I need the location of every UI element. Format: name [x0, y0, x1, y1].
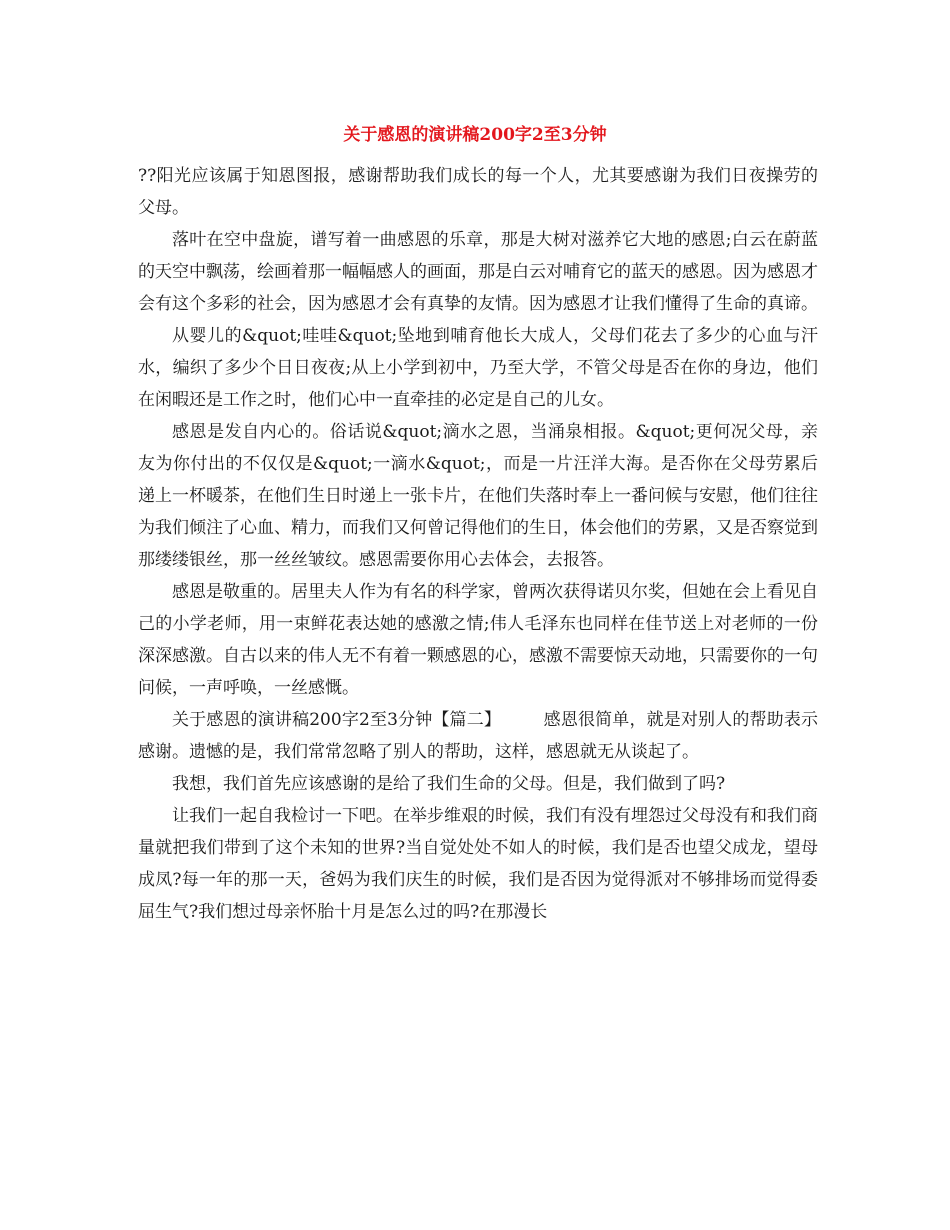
section-two-heading: 关于感恩的演讲稿200字2至3分钟【篇二】 — [172, 710, 502, 730]
paragraph-gratitude-heart: 感恩是发自内心的。俗话说&quot;滴水之恩，当涌泉相报。&quot;更何况父母，亲友为你付出的不仅仅是&quot;一滴水&quot;，而是一片汪洋大海。是否你在父母劳累后递上一杯暖茶，在他们生日时递上一张卡片，在他们失落时奉上一番问候与安慰，他们往往为我们倾注了心血、精力，而我们又何曾记得他们的生日，体会他们的劳累，又是否察觉到那缕缕银丝，那一丝丝皱纹。感恩需要你用心去体会，去报答。 — [138, 422, 818, 570]
paragraph-self-reflection: 让我们一起自我检讨一下吧。在举步维艰的时候，我们有没有埋怨过父母没有和我们商量就把我们带到了这个未知的世界?当自觉处处不如人的时候，我们是否也望父成龙，望母成凤?每一年的那一天，爸妈为我们庆生的时候，我们是否因为觉得派对不够排场而觉得委屈生气?我们想过母亲怀胎十月是怎么过的吗?在那漫长 — [138, 806, 818, 922]
paragraph-parents-care: 从婴儿的&quot;哇哇&quot;坠地到哺育他长大成人，父母们花去了多少的心血与汗水，编织了多少个日日夜夜;从上小学到初中，乃至大学，不管父母是否在你的身边，他们在闲暇还是工作之时，他们心中一直牵挂的必定是自己的儿女。 — [138, 326, 818, 410]
paragraph-thank-parents: 我想，我们首先应该感谢的是给了我们生命的父母。但是，我们做到了吗? — [172, 774, 726, 794]
document-title: 关于感恩的演讲稿200字2至3分钟 — [343, 125, 607, 145]
paragraph-gratitude-respect: 感恩是敬重的。居里夫人作为有名的科学家，曾两次获得诺贝尔奖，但她在会上看见自己的小学老师，用一束鲜花表达她的感激之情;伟人毛泽东也同样在佳节送上对老师的一份深深感激。自古以来的伟人无不有着一颗感恩的心，感激不需要惊天动地，只需要你的一句问候，一声呼唤，一丝感慨。 — [138, 582, 818, 698]
document-body — [138, 160, 818, 928]
section-two-text: 感恩很简单，就是对别人的帮助表示感谢。遗憾的是，我们常常忽略了别人的帮助，这样，感恩就无从谈起了。 — [138, 710, 818, 762]
paragraph-section-two — [138, 704, 818, 768]
paragraph-falling-leaves: 落叶在空中盘旋，谱写着一曲感恩的乐章，那是大树对滋养它大地的感恩;白云在蔚蓝的天空中飘荡，绘画着那一幅幅感人的画面，那是白云对哺育它的蓝天的感恩。因为感恩才会有这个多彩的社会，因为感恩才会有真挚的友情。因为感恩才让我们懂得了生命的真谛。 — [138, 230, 818, 314]
paragraph-intro: ??阳光应该属于知恩图报，感谢帮助我们成长的每一个人，尤其要感谢为我们日夜操劳的父母。 — [138, 166, 818, 218]
